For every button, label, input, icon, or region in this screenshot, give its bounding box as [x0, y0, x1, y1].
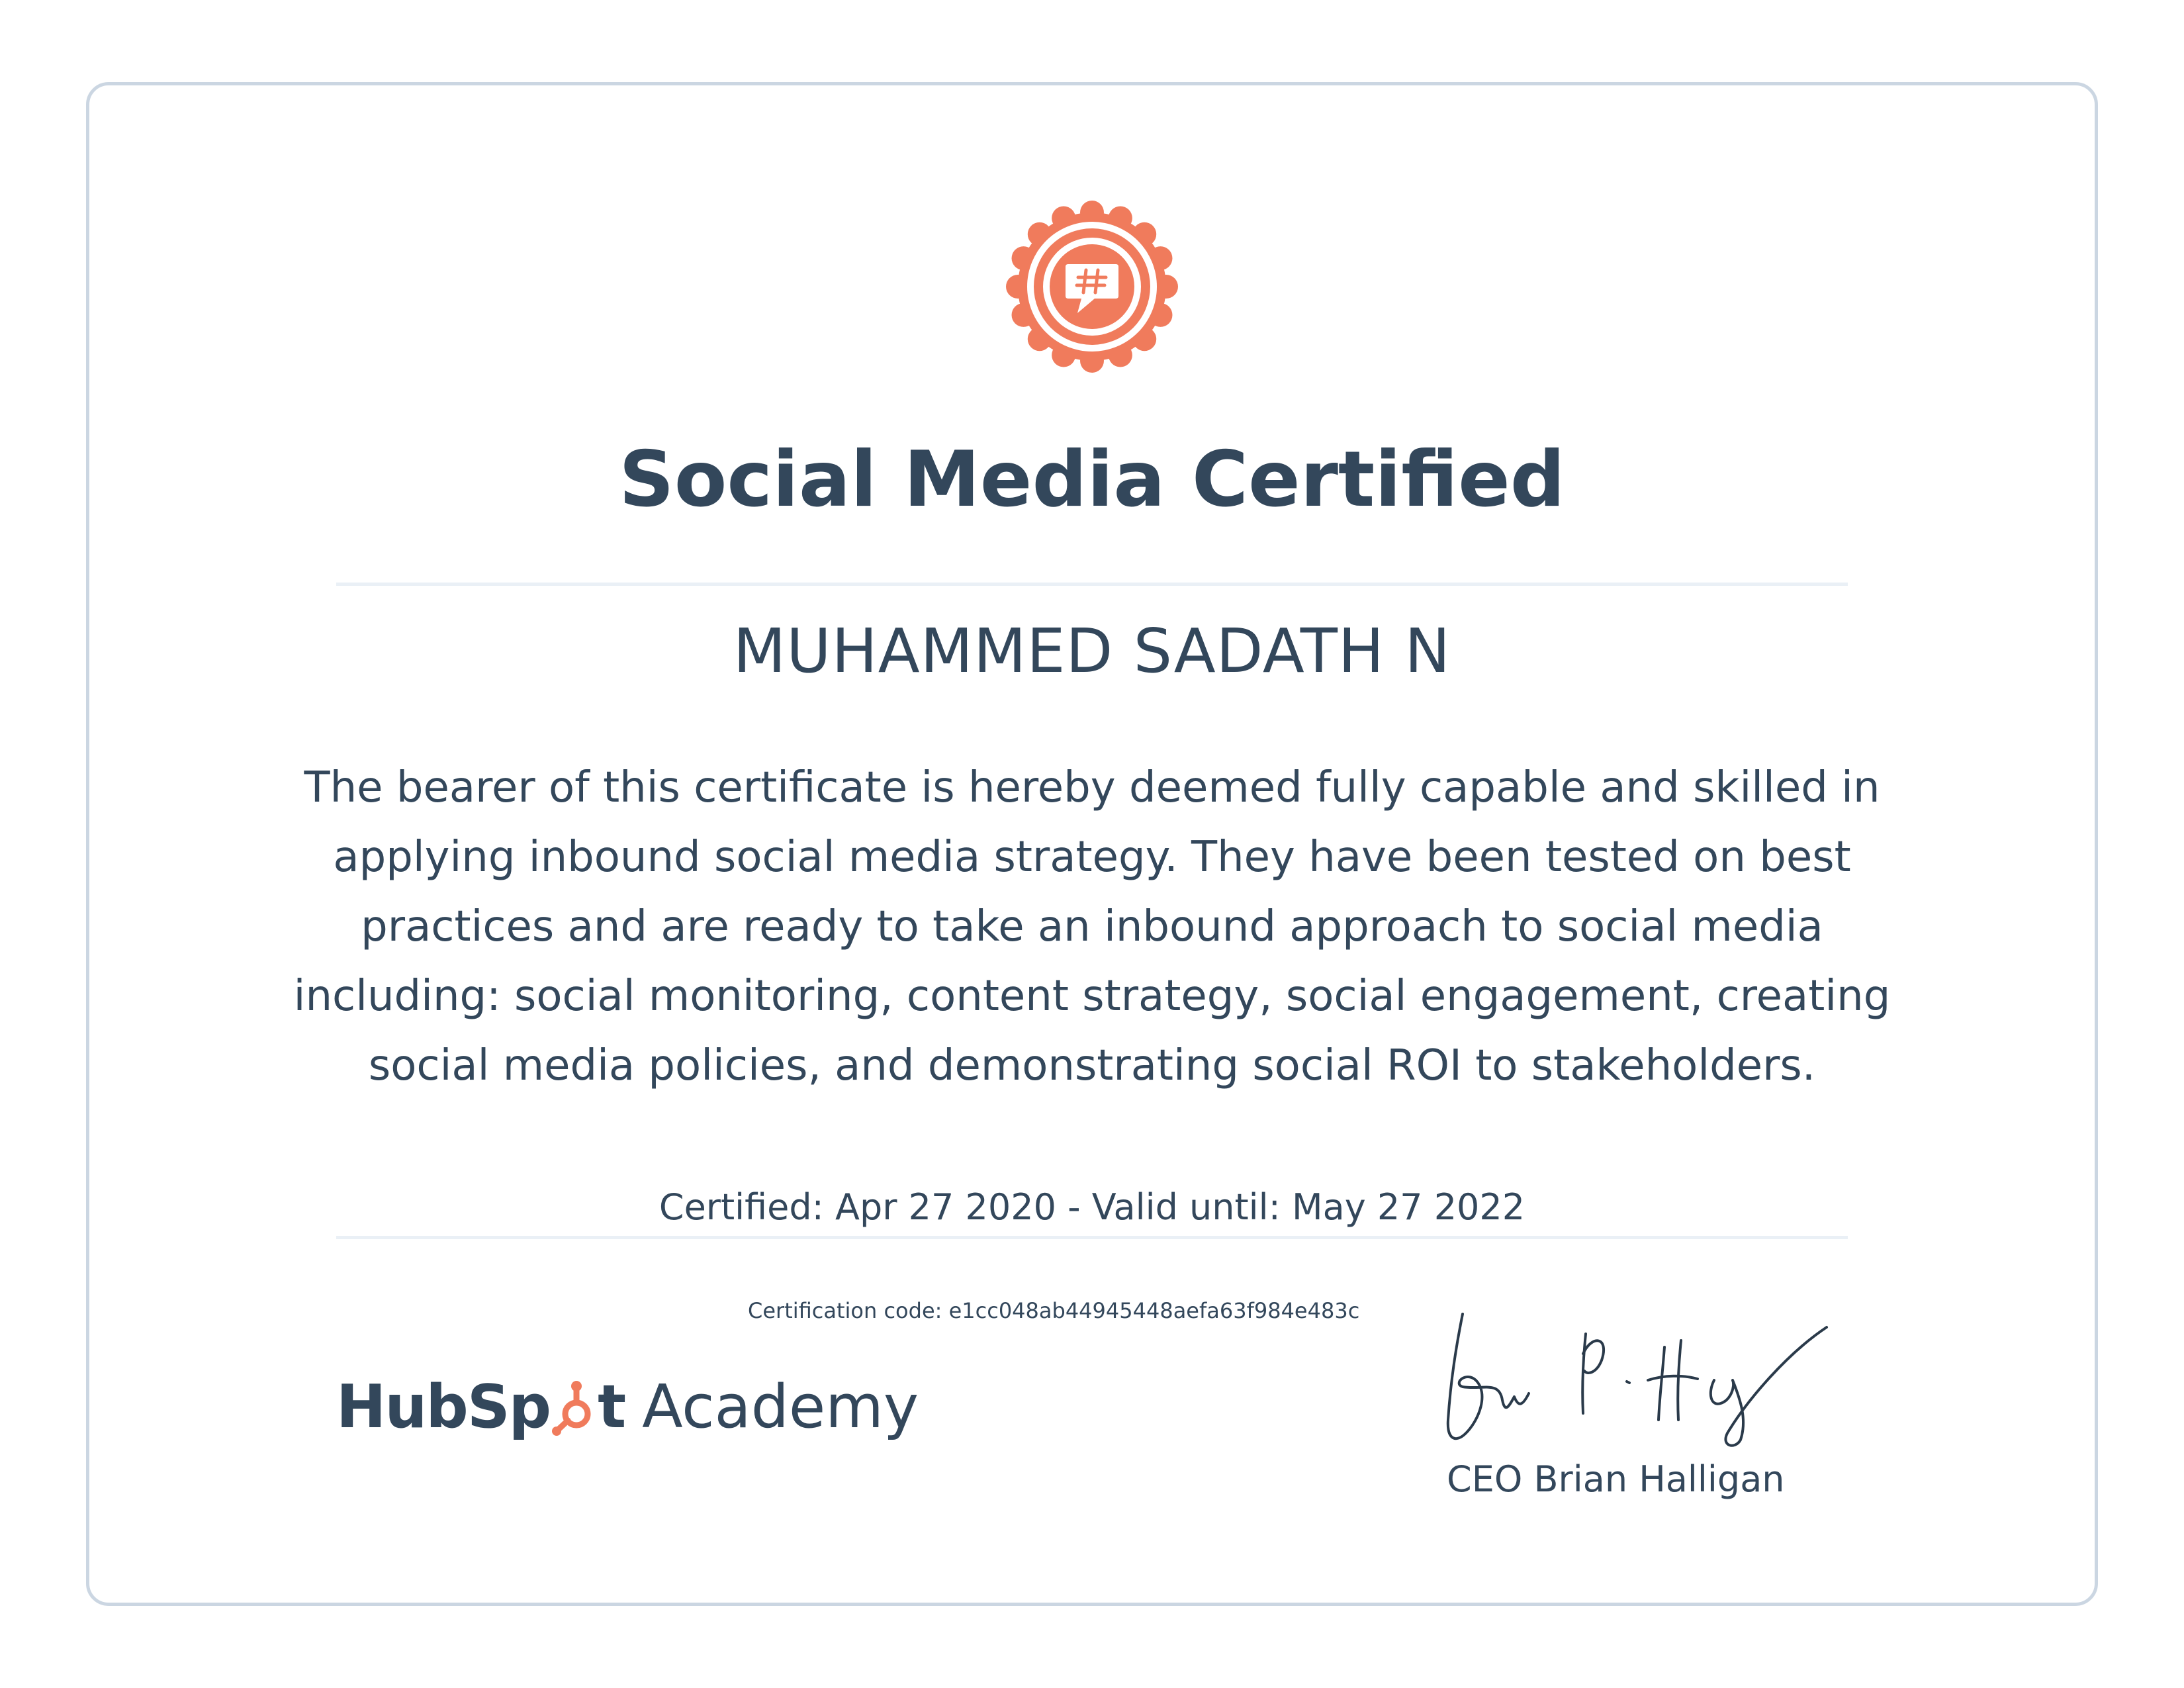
hubspot-academy-logo — [336, 1368, 919, 1447]
signatory-caption: CEO Brian Halligan — [1447, 1458, 1785, 1500]
certification-dates: Certified: Apr 27 2020 - Valid until: May 27 2022 — [659, 1186, 1525, 1228]
recipient-name: MUHAMMED SADATH N — [733, 616, 1451, 686]
logo-academy-text: Academy — [642, 1372, 919, 1442]
ceo-signature — [1436, 1307, 1833, 1453]
sprocket-icon — [550, 1380, 598, 1436]
certification-code: Certification code: e1cc048ab44945448aefa63f984e483c — [748, 1298, 1360, 1323]
divider-bottom — [336, 1236, 1848, 1239]
logo-t-text: t — [598, 1372, 625, 1442]
logo-hubspot-text: HubSp — [336, 1372, 551, 1442]
certificate-description: The bearer of this certificate is hereby deemed fully capable and skilled in applying inbound social media strategy. They have been tested on best practices and are ready to take an inbound approach to social media including: social monitoring, content strategy, social engagement, creating social media policies, and demonstrating social ROI to stakeholders. — [293, 763, 1891, 1090]
divider-top — [336, 583, 1848, 586]
certification-badge-icon — [1006, 201, 1178, 373]
certificate-title: Social Media Certified — [619, 435, 1565, 524]
